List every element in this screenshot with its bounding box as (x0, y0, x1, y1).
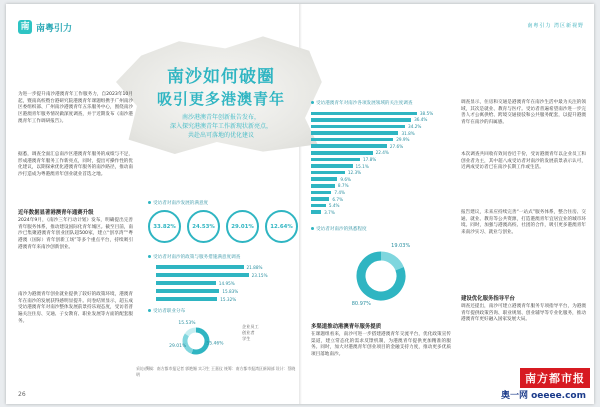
bar-row (311, 130, 451, 137)
bar (311, 197, 329, 201)
donut-slice (381, 256, 400, 269)
headline-block (131, 62, 311, 140)
bar-value-label: 3.7% (324, 209, 335, 215)
bar (311, 177, 337, 181)
credits: 采访/撰稿：南方都市报记者 郭艳媚 实习生 王嘉仪 统筹：南方都市报湾区新闻部 设计：蔡晓明 (136, 366, 296, 377)
bar-row (311, 189, 451, 196)
headline-line-2: 吸引更多港澳青年 (156, 90, 285, 108)
bar-row (311, 156, 451, 163)
bar-row (311, 143, 451, 150)
right-paragraph-2: 本次调查共回收有效问卷近千份，受访港澳青年以企业员工和创业者为主，其中超八成受访者对南沙的发展前景表示认可，近两成受访者已在南沙长期工作或生活。 (461, 152, 586, 171)
bullet-dot-icon (148, 309, 151, 312)
donut-slice-label: 19.03% (391, 243, 411, 250)
right-paragraph-4: 报告建议，未来应持续完善“一站式”服务体系，整合住房、交通、就业、教育等公共资源，打造港澳青年宜居宜业的城市环境。同时，加强与港澳高校、社团的合作，吸引更多港澳青年来南沙实习、就业与创业。 (461, 210, 586, 236)
left-paragraph-4: 南沙为港澳青年创业就业提供了较好的政策环境，港澳青年在南沙的发展获得感明显提升。问卷结果显示，超五成受访港澳青年对南沙整体发展前景持乐观态度，受访者普遍关注住房、交通、子女教育、职业发展等方面的配套服务。 (18, 292, 133, 324)
bar-row (156, 288, 296, 294)
bar-value-label: 27.6% (389, 143, 404, 149)
right-paragraph-5: 调查还提出，南沙可建立港澳青年服务专项指导平台，为港澳青年提供政策咨询、职业规划、创业辅导等专业化服务，推动港澳青年更好融入国家发展大局。 (461, 304, 586, 323)
bar-value-label: 5.4% (328, 203, 340, 209)
circle-stat: 24.53% (187, 210, 220, 243)
bar-value-label: 22.4% (375, 150, 389, 156)
bar (156, 281, 216, 285)
bar (156, 265, 244, 269)
occupation-legend (242, 324, 259, 342)
policy-bars-title: 受访者对南沙的政策与服务措施满意度调查 (148, 254, 240, 260)
focus-chart-title: 受访港澳青年对南沙各项发展领域的关注度调查 (311, 100, 412, 106)
donut-slice-label: 29.01% (169, 343, 187, 349)
bar-value-label: 15.83% (222, 288, 239, 294)
bar-row (311, 169, 451, 176)
bar (156, 297, 217, 301)
donut-slice-label: 55.46% (206, 341, 224, 347)
bar (156, 289, 219, 293)
legend-item: 企业员工 (242, 324, 259, 329)
bar (311, 144, 387, 148)
bar-value-label: 8.7% (337, 183, 349, 189)
magazine-logo (18, 20, 72, 34)
bar-row (311, 117, 451, 124)
bar-row (311, 123, 451, 130)
familiarity-donut-chart (316, 234, 446, 314)
circles-chart-title: 受访者对南沙发展的满意度 (148, 200, 208, 206)
bar-row (311, 202, 451, 209)
page-number: 26 (18, 391, 26, 398)
bar-value-label: 14.95% (218, 280, 235, 286)
bar (311, 112, 417, 116)
logo-badge-icon: 南 (18, 20, 32, 34)
occupation-donut-title: 受访者职业分布 (148, 308, 185, 314)
bullet-dot-icon (148, 201, 151, 204)
right-paragraph-3: 在课题组看来，南沙可进一步搭建港澳青年交流平台，优化政策宣传渠道，建立常态化的需求反馈机制，为港澳青年提供更加精准的服务。同时，加大对港澳青年创业项目的金融支持力度，推动更多优质项目落地南沙。 (311, 332, 451, 358)
newspaper-brand: 南方都市报 (520, 368, 590, 388)
legend-item: 创业者 (242, 330, 255, 335)
donut-slice (187, 330, 196, 335)
bullet-dot-icon (148, 255, 151, 258)
circle-stat: 33.82% (148, 210, 181, 243)
bar-value-label: 23.15% (251, 272, 268, 278)
bar (311, 171, 345, 175)
bar-row (311, 183, 451, 190)
bar-row (311, 209, 451, 216)
bar-value-label: 29.9% (396, 137, 410, 143)
bar-row (156, 296, 296, 302)
bar (156, 273, 249, 277)
bar (311, 184, 335, 188)
bar-row (311, 150, 451, 157)
bar-value-label: 9.6% (340, 176, 352, 182)
bar-value-label: 31.8% (401, 130, 415, 136)
occupation-donut-chart (156, 316, 236, 366)
bar-row (156, 280, 296, 286)
bar (311, 131, 398, 135)
bar-value-label: 12.3% (347, 170, 362, 176)
bar (311, 125, 405, 129)
circle-stat: 12.64% (265, 210, 298, 243)
running-head: 南粤引力 湾区新视野 (527, 23, 584, 29)
right-section-head-2: 建设优化服务指导平台 (461, 296, 515, 302)
left-section-head: 近年数据显著港澳青年通赛升级 (18, 210, 94, 216)
bar (311, 191, 331, 195)
bar-value-label: 17.8% (362, 156, 377, 162)
donut-slice-label: 80.97% (351, 300, 371, 307)
bar-row (311, 196, 451, 203)
bar-value-label: 36.4% (414, 117, 428, 123)
bar-value-label: 7.4% (334, 189, 345, 195)
bar (311, 210, 321, 214)
left-paragraph-3: 2024年9月，《南沙三年行动计划》发布，明确提出完善青年服务体系，推动建设国际化青年城区。截至目前，南沙已集聚港澳青年创业团队超500家，建立“创享湾”“粤港澳（国际）青年创新工场”等多个重点平台，持续吸引港澳青年来南沙创新创业。 (18, 218, 133, 250)
magazine-spread (6, 4, 594, 404)
website-brand: 奥一网 oeeee.com (500, 391, 586, 401)
bar (311, 158, 360, 162)
circle-stat: 29.01% (226, 210, 259, 243)
circle-stats (148, 210, 298, 244)
bar (311, 118, 411, 122)
bar-row (311, 110, 451, 117)
bar (311, 151, 373, 155)
bar-value-label: 21.88% (246, 264, 263, 270)
focus-bar-chart (311, 110, 451, 216)
logo-text: 南粤引力 (36, 23, 73, 34)
familiarity-donut-title: 受访者对南沙的熟悉程度 (311, 226, 367, 232)
bar-value-label: 34.2% (408, 123, 422, 129)
bar (311, 164, 353, 168)
left-paragraph-1: 为进一步提升南沙港澳青年工作服务力，自2023年10月起，暨南高校暨台港研究院港澳青年课题组携手广州南沙区委组织部、广州南沙港澳青年五乐服务中心，围绕南沙区港澳青年服务情况做深度调查，并于近期发布《南沙港澳青年工作调研报告》。 (18, 92, 133, 124)
bullet-dot-icon (311, 101, 314, 104)
bar-row (156, 264, 296, 270)
right-paragraph-1: 调查显示，住房和交通是港澳青年在南沙生活中最为关注的领域，其次是就业、教育与医疗。受访者普遍希望南沙进一步完善人才公寓供给、跨境交通接驳和公共服务配套，以提升港澳青年在南沙的归属感。 (461, 100, 586, 126)
bar (311, 204, 326, 208)
bar-row (156, 272, 296, 278)
bar-row (311, 136, 451, 143)
bar-row (311, 176, 451, 183)
bullet-dot-icon (311, 227, 314, 230)
donut-slice (192, 330, 207, 352)
headline-subtitle: 南沙港澳青年创新报告发布， 深入探究港澳青年工作新现状新亮点， 共赴出可落地的优化建议 (169, 114, 272, 139)
left-paragraph-2: 据悉，调查全面汇总南沙区港澳青年服务的成绩与不足，形成港澳青年服务工作新亮点，同时，提出可操作性的优化建议，以期探索优化港澳青年服务的南沙路径，推动南沙打造成为粤港澳青年创业就业首选之地。 (18, 152, 133, 178)
donut-slice-label: 15.53% (178, 320, 196, 326)
bar-value-label: 15.1% (355, 163, 369, 169)
bar (311, 138, 393, 142)
legend-item: 学生 (242, 336, 251, 341)
bar-value-label: 15.32% (220, 296, 237, 302)
bar-value-label: 6.7% (332, 196, 344, 202)
headline-line-1: 南沙如何破圈 (167, 67, 275, 87)
bar-value-label: 38.5% (419, 110, 434, 116)
bar-row (311, 163, 451, 170)
right-section-head: 多渠道推动港澳青年服务提质 (311, 324, 382, 330)
policy-bar-chart (156, 264, 296, 304)
